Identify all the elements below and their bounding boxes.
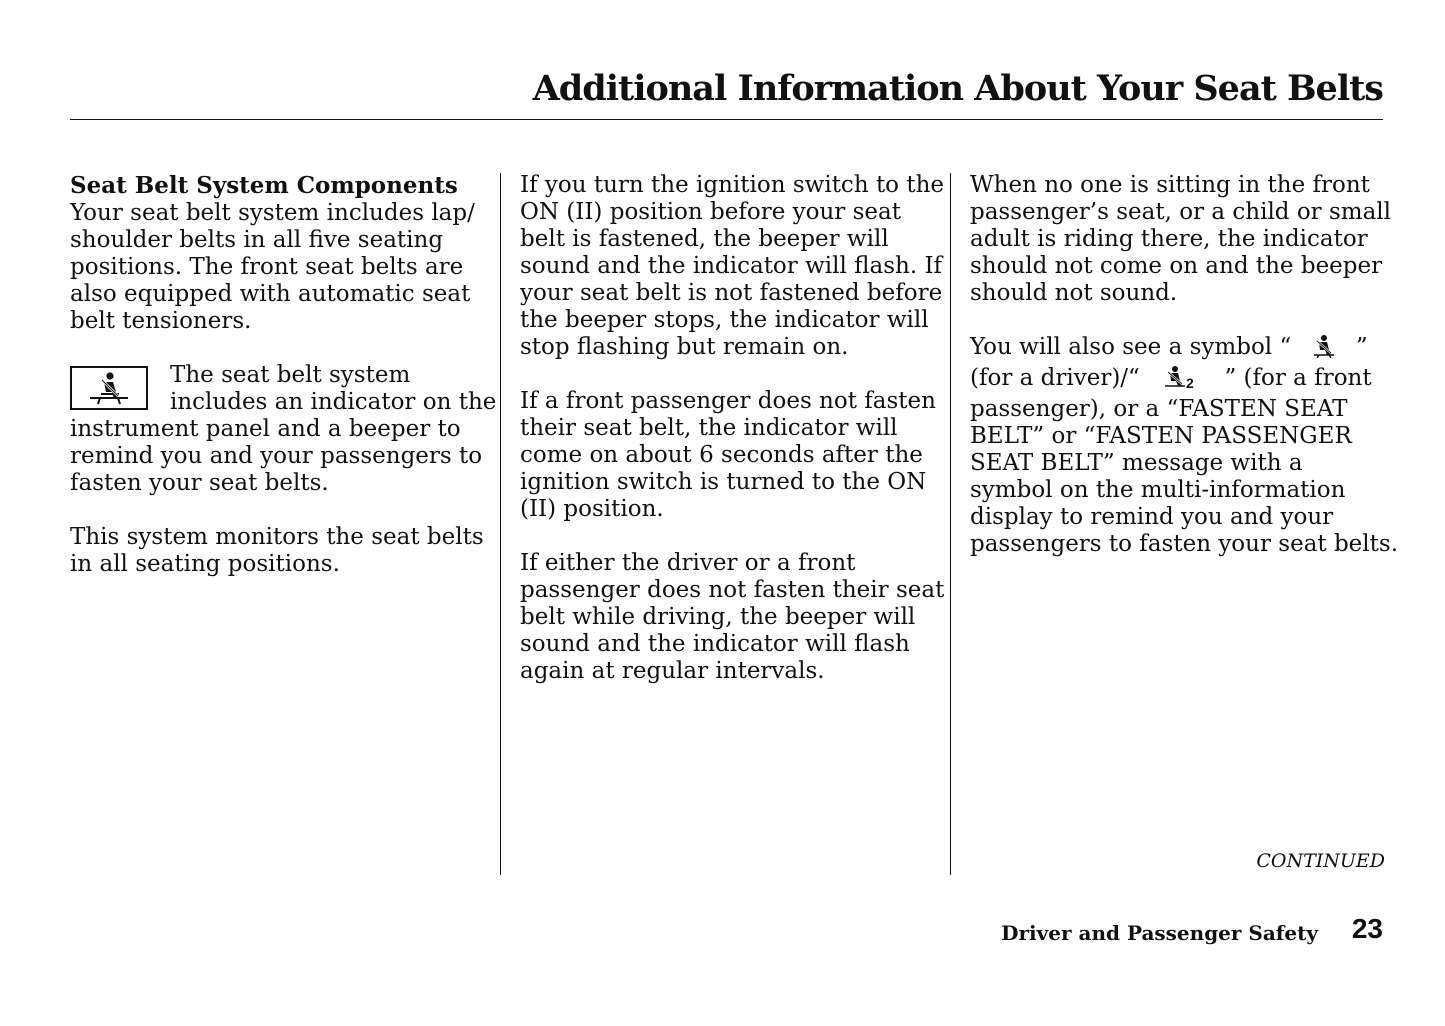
title-divider (70, 119, 1383, 120)
driving-paragraph: If either the driver or a front passenger does not fasten their seat belt while driving, the beeper will sound and the indicator will flash again at regular intervals. (520, 550, 945, 684)
seat-belt-reminder-icon (70, 366, 148, 410)
ignition-paragraph: If you turn the ignition switch to the ON (II) position before your seat belt is fastened, the beeper will sound and the indicator will flash. If your seat belt is not fastened before the beeper stops, the indicator will stop flashing but remain on. (520, 172, 945, 360)
continued-label: CONTINUED (1256, 850, 1385, 872)
column-1 (70, 172, 497, 605)
passenger-seat-belt-icon (1147, 365, 1217, 396)
indicator-paragraph: The seat belt system includes an indicator on the instrument panel and a beeper to remind you and your passengers to fasten your seat belts. (70, 362, 497, 496)
column-divider-2 (950, 173, 951, 875)
front-passenger-paragraph: If a front passenger does not fasten their seat belt, the indicator will come on about 6 seconds after the ignition switch is turned to the ON (II) position. (520, 388, 936, 522)
page-number: 23 (1351, 913, 1383, 944)
monitor-paragraph: This system monitors the seat belts in all seating positions. (70, 524, 484, 577)
no-passenger-paragraph: When no one is sitting in the front passenger’s seat, or a child or small adult is riding there, the indicator should not come on and the beeper should not sound. (970, 172, 1392, 306)
driver-seat-belt-icon (1299, 334, 1349, 365)
column-divider-1 (500, 173, 501, 875)
symbol-paragraph: You will also see a symbol “ ” (for a driver)/“ 2 ” (for a front passenger), or a “FASTEN SEAT BELT” or “FASTEN PASSENGER SEAT BELT” message with a symbol on the multi-information display to remind you and your passengers to fasten your seat belts. (970, 334, 1399, 557)
svg-text:2: 2 (1186, 375, 1194, 389)
section-heading: Seat Belt System Components (70, 172, 458, 199)
footer-section-title: Driver and Passenger Safety (1001, 921, 1318, 945)
intro-paragraph: Seat Belt System Components Your seat belt system includes lap/ shoulder belts in all five seating positions. The front seat belts are also equipped with automatic seat belt tensioners. (70, 172, 475, 334)
column-2 (520, 172, 945, 712)
column-3 (970, 172, 1399, 585)
page-title: Additional Information About Your Seat Belts (532, 68, 1383, 109)
